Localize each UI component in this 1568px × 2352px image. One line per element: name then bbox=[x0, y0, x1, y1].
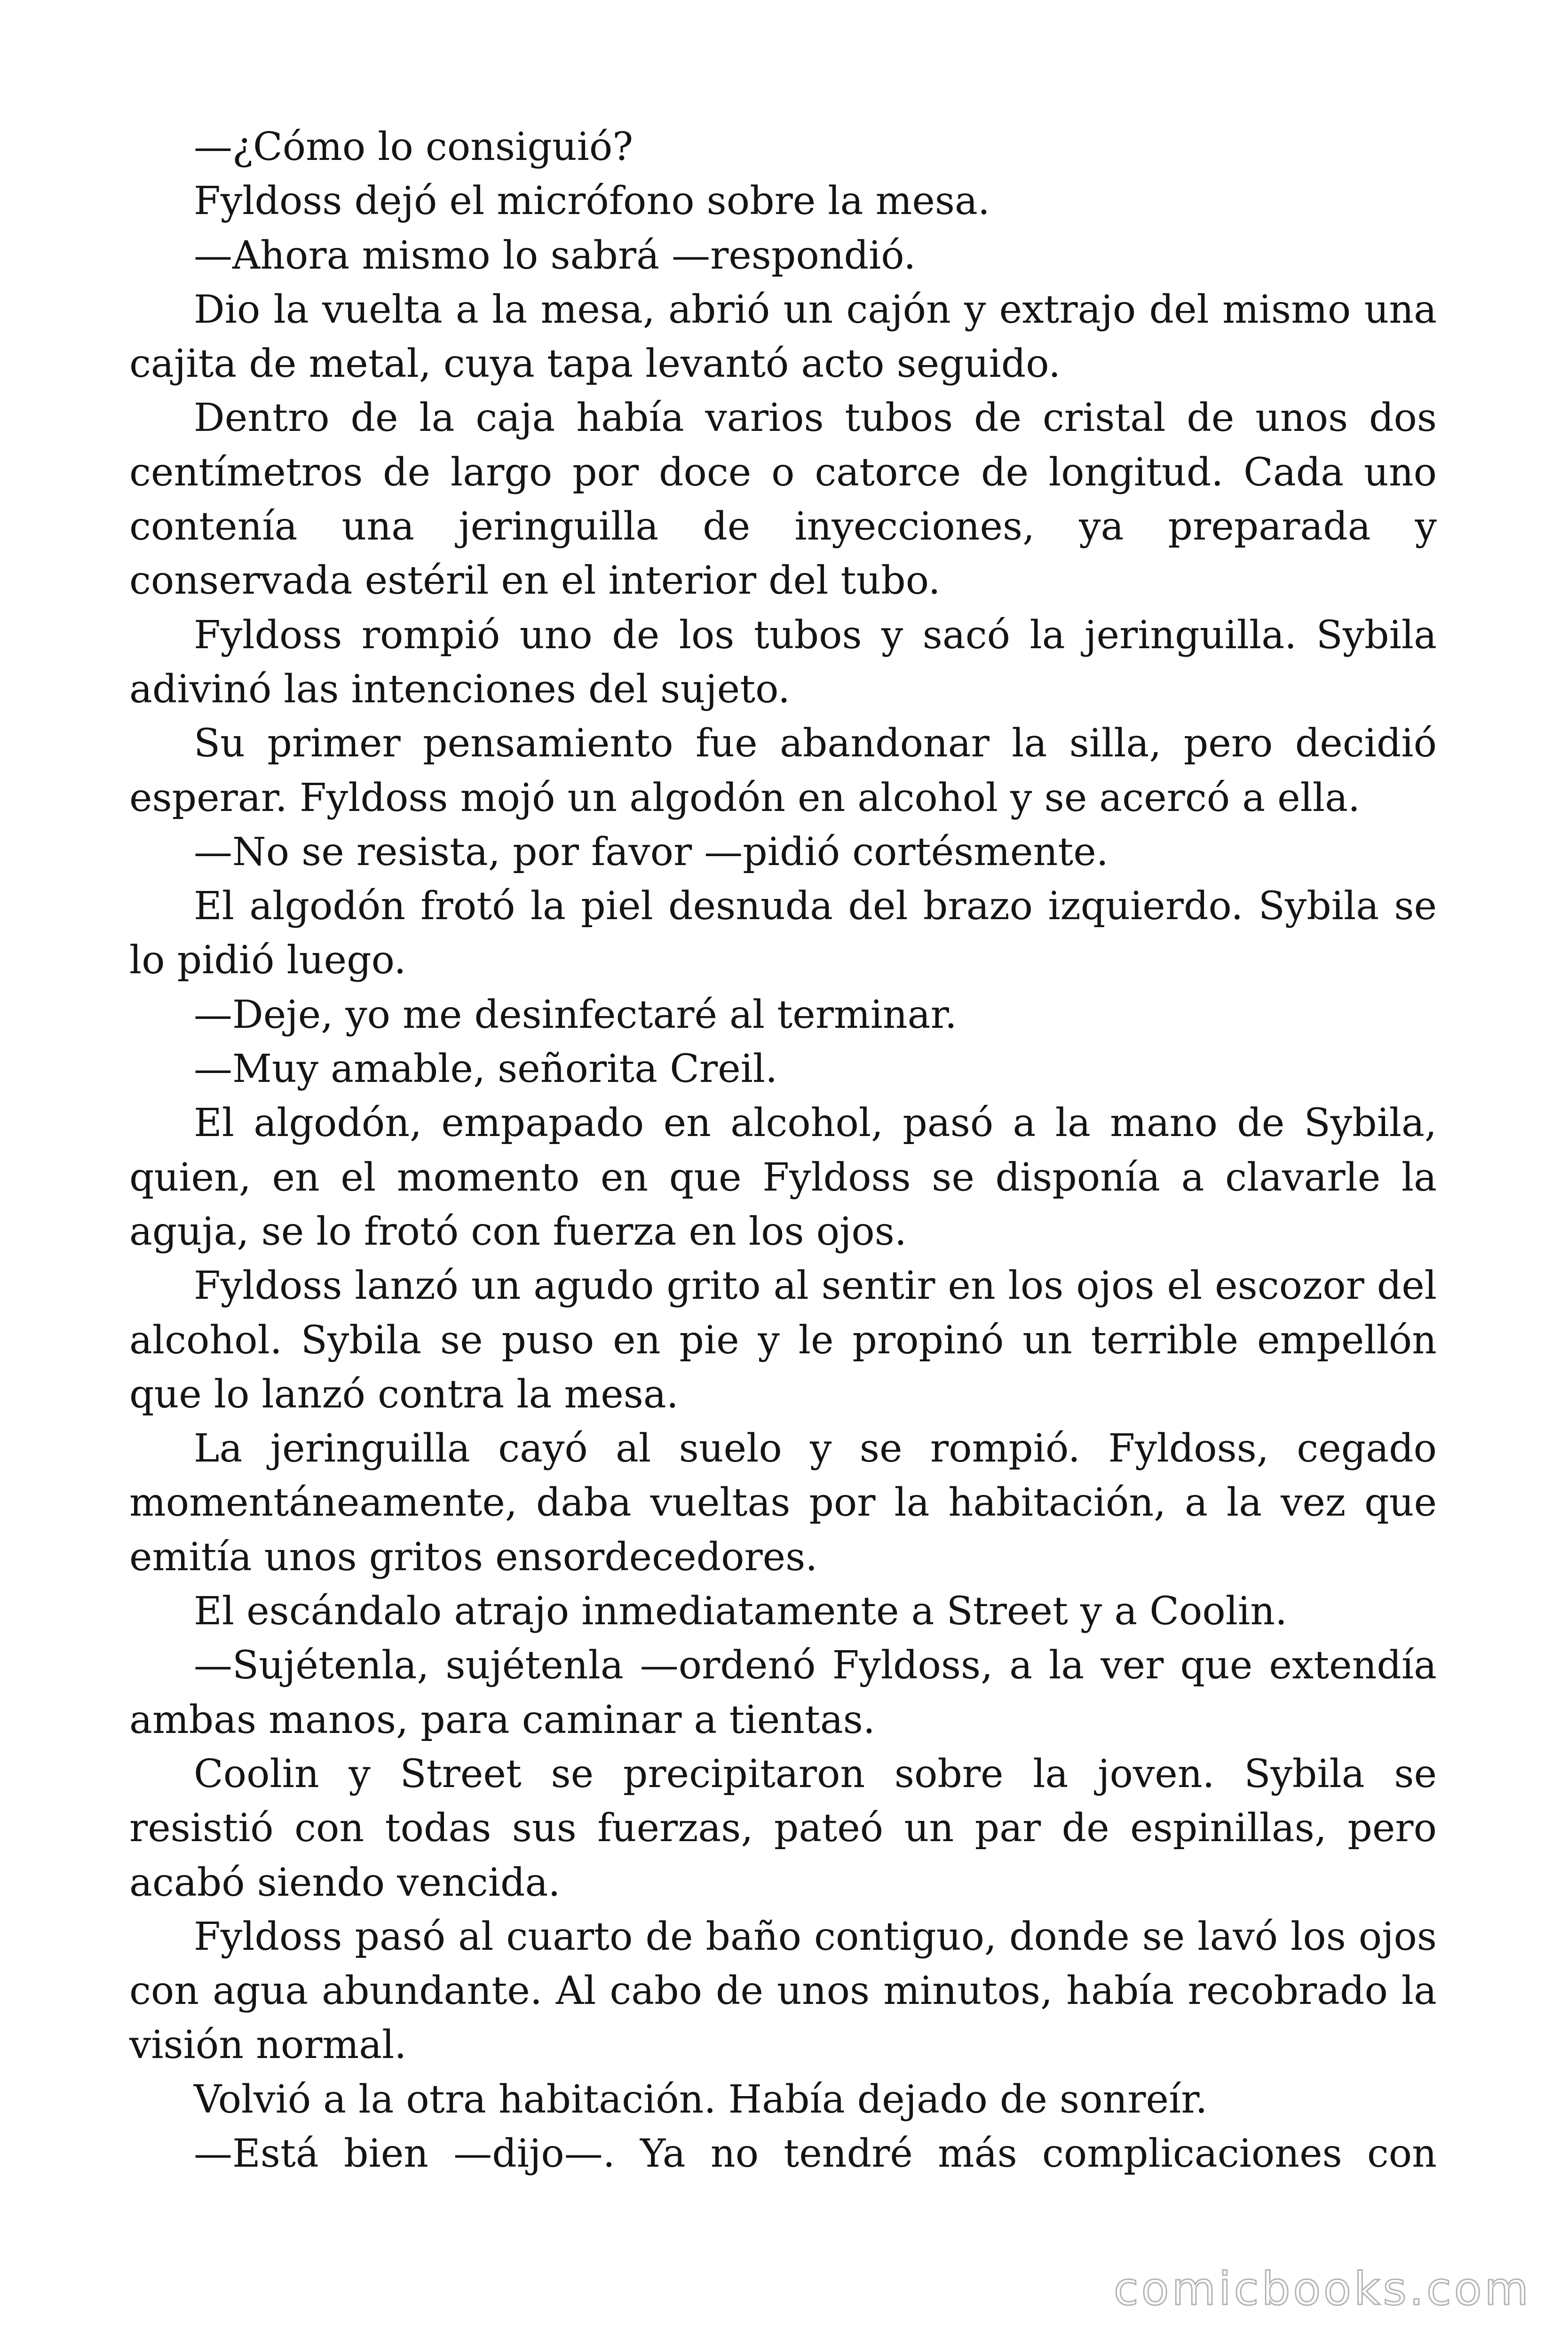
paragraph: Volvió a la otra habitación. Había dejado de sonreír. bbox=[194, 2077, 1208, 2122]
paragraph: El algodón, empapado en alcohol, pasó a la mano de Sybila, quien, en el momento en que Fyldoss se disponía a clavarle la aguja, se lo frotó con fuerza en los ojos. bbox=[129, 1101, 1437, 1254]
paragraph: —¿Cómo lo consiguió? bbox=[194, 125, 634, 169]
paragraph: —Ahora mismo lo sabrá —respondió. bbox=[194, 233, 916, 278]
paragraph: Fyldoss pasó al cuarto de baño contiguo, donde se lavó los ojos con agua abundante. Al cabo de unos minutos, había recobrado la visión normal. bbox=[129, 1914, 1437, 2068]
paragraph: Dio la vuelta a la mesa, abrió un cajón y extrajo del mismo una cajita de metal, cuya tapa levantó acto seguido. bbox=[129, 287, 1437, 387]
paragraph: —Está bien —dijo—. Ya no tendré más complicaciones con bbox=[194, 2131, 1437, 2176]
paragraph: Fyldoss lanzó un agudo grito al sentir en los ojos el escozor del alcohol. Sybila se puso en pie y le propinó un terrible empellón que lo lanzó contra la mesa. bbox=[129, 1263, 1437, 1417]
paragraph: Su primer pensamiento fue abandonar la silla, pero decidió esperar. Fyldoss mojó un algodón en alcohol y se acercó a ella. bbox=[129, 721, 1437, 820]
paragraph: —Deje, yo me desinfectaré al terminar. bbox=[194, 992, 957, 1037]
watermark-logo: comicbooks.com bbox=[1113, 2263, 1531, 2315]
paragraph: El algodón frotó la piel desnuda del brazo izquierdo. Sybila se lo pidió luego. bbox=[129, 884, 1437, 983]
paragraph: Fyldoss dejó el micrófono sobre la mesa. bbox=[194, 179, 990, 224]
paragraph: La jeringuilla cayó al suelo y se rompió. Fyldoss, cegado momentáneamente, daba vueltas por la habitación, a la vez que emitía unos gritos ensordecedores. bbox=[129, 1426, 1437, 1580]
paragraph: Coolin y Street se precipitaron sobre la joven. Sybila se resistió con todas sus fuerzas, pateó un par de espinillas, pero acabó siendo vencida. bbox=[129, 1751, 1437, 1905]
paragraph: El escándalo atrajo inmediatamente a Street y a Coolin. bbox=[194, 1589, 1288, 1634]
paragraph: —No se resista, por favor —pidió cortésmente. bbox=[194, 829, 1109, 874]
paragraph: Dentro de la caja había varios tubos de cristal de unos dos centímetros de largo por doce o catorce de longitud. Cada uno contenía una jeringuilla de inyecciones, ya preparada y conservada estéril en el interior del tubo. bbox=[129, 396, 1437, 604]
body-text bbox=[129, 120, 1437, 2181]
paragraph: Fyldoss rompió uno de los tubos y sacó la jeringuilla. Sybila adivinó las intenciones del sujeto. bbox=[129, 612, 1437, 712]
paragraph: —Sujétenla, sujétenla —ordenó Fyldoss, a la ver que extendía ambas manos, para caminar a tientas. bbox=[129, 1643, 1437, 1742]
paragraph: —Muy amable, señorita Creil. bbox=[194, 1047, 778, 1092]
